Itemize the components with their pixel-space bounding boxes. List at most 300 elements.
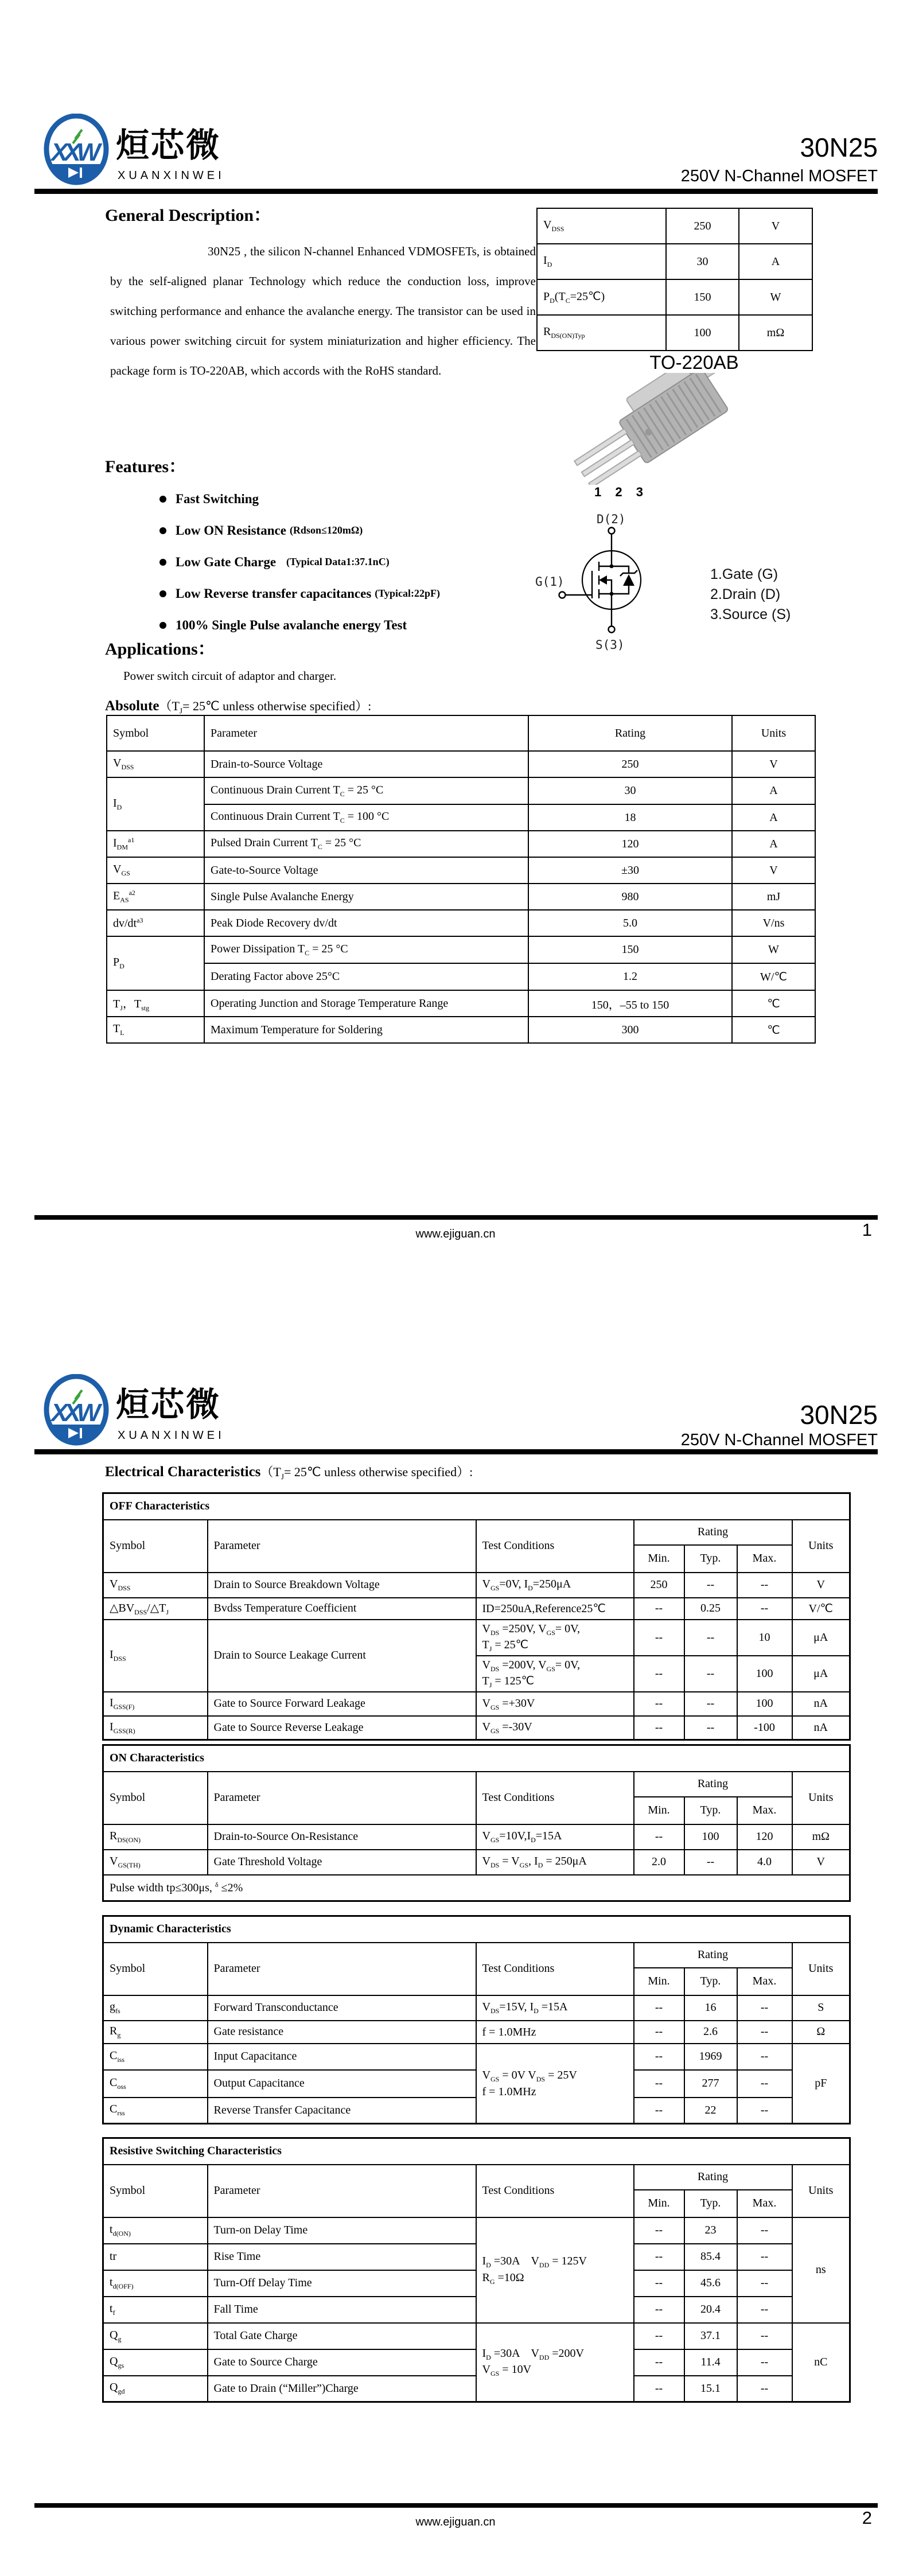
- table-cell: nA: [792, 1716, 850, 1740]
- table-cell: ON Characteristics: [103, 1745, 850, 1772]
- device-subtitle: 250V N-Channel MOSFET: [680, 167, 878, 185]
- table-cell: $I_{GSS(R)}$: [103, 1716, 208, 1740]
- feature-item: [159, 578, 561, 609]
- footer-rule: [34, 1215, 878, 1220]
- electrical-characteristics-title: [105, 1462, 473, 1481]
- table-cell: 22: [684, 2098, 737, 2124]
- table-cell: 980: [528, 884, 732, 910]
- table-row: [537, 279, 812, 315]
- table-cell: 100: [666, 315, 739, 351]
- table-cell: $V_{GS}$: [107, 857, 204, 884]
- table-cell: $R_{DS(ON)Typ}$: [537, 315, 666, 351]
- table-cell: --: [684, 1620, 737, 1656]
- table-cell: A: [732, 804, 815, 831]
- table-cell: --: [737, 1598, 792, 1620]
- table-cell: Rating: [634, 1520, 792, 1545]
- general-description-body: 30N25 , the silicon N-channel Enhanced VDMOSFETs, is obtained by the self-aligned planar Technology which reduce the conduction loss, improve switching performance and enhance the avalanche energy. The transistor can be used in various power switching circuit for system miniaturization and higher efficiency. The package form is TO-220AB, which accords with the RoHS standard.: [110, 244, 536, 378]
- footer-url: www.ejiguan.cn: [415, 2516, 496, 2528]
- table-cell: $E_{AS}^{a2}$: [107, 884, 204, 910]
- table-cell: Resistive Switching Characteristics: [103, 2138, 850, 2165]
- part-number: 30N25: [800, 133, 878, 162]
- feature-item: [159, 515, 561, 546]
- table-row: [103, 1716, 850, 1740]
- table-row: [103, 1824, 850, 1850]
- table-cell: μA: [792, 1656, 850, 1692]
- gate-pin-label: G(1): [535, 575, 564, 589]
- table-row: [103, 1493, 850, 1520]
- table-row: [107, 990, 815, 1017]
- table-cell: V: [739, 208, 812, 244]
- table-cell: Drain to Source Breakdown Voltage: [208, 1573, 476, 1598]
- bullet-icon: [159, 496, 166, 503]
- table-cell: $I_{DSS}$: [103, 1620, 208, 1692]
- table-cell: --: [634, 2044, 684, 2070]
- table-cell: 85.4: [684, 2244, 737, 2270]
- table-cell: --: [634, 1620, 684, 1656]
- table-cell: V: [792, 1573, 850, 1598]
- table-cell: 5.0: [528, 910, 732, 936]
- electrical-title-rest: （$T_J=$ 25℃ unless otherwise specified）:: [260, 1465, 473, 1481]
- table-cell: --: [684, 1692, 737, 1716]
- svg-text:XXW: XXW: [51, 1399, 97, 1427]
- table-row: [537, 244, 812, 279]
- table-cell: Min.: [634, 1797, 684, 1824]
- table-cell: Derating Factor above 25°C: [204, 963, 528, 990]
- table-row: [107, 884, 815, 910]
- feature-note: (Typical:22pF): [375, 587, 440, 599]
- table-cell: 11.4: [684, 2349, 737, 2376]
- table-cell: 250: [634, 1573, 684, 1598]
- page-2: [0, 1288, 911, 2576]
- table-cell: Typ.: [684, 1797, 737, 1824]
- general-description-title: General Description：: [105, 206, 271, 225]
- table-row: [103, 2138, 850, 2165]
- table-cell: Maximum Temperature for Soldering: [204, 1017, 528, 1043]
- table-row: [103, 1995, 850, 2021]
- page-number: 1: [862, 1220, 872, 1240]
- absolute-ratings-table: [106, 715, 816, 1044]
- absolute-title-rest: （$T_J=$ 25℃ unless otherwise specified）:: [159, 699, 372, 715]
- table-cell: $Q_g$: [103, 2323, 208, 2349]
- table-row: [103, 1916, 850, 1943]
- table-cell: 150: [666, 279, 739, 315]
- table-cell: Drain-to-Source Voltage: [204, 751, 528, 777]
- table-cell: Input Capacitance: [208, 2044, 476, 2070]
- package-title: TO-220AB: [649, 352, 739, 373]
- table-cell: V/℃: [792, 1598, 850, 1620]
- table-row: [103, 2165, 850, 2190]
- table-cell: 30: [528, 777, 732, 804]
- table-cell: mΩ: [739, 315, 812, 351]
- table-cell: 250: [528, 751, 732, 777]
- table-row: [107, 751, 815, 777]
- table-cell: $R_g$: [103, 2021, 208, 2044]
- table-cell: S: [792, 1995, 850, 2021]
- table-cell: Symbol: [103, 1772, 208, 1824]
- table-cell: Peak Diode Recovery dv/dt: [204, 910, 528, 936]
- table-cell: Forward Transconductance: [208, 1995, 476, 2021]
- table-row: [107, 1017, 815, 1043]
- off-characteristics-table: [102, 1492, 851, 1741]
- table-cell: Rating: [634, 1943, 792, 1968]
- table-cell: --: [634, 2217, 684, 2244]
- table-cell: -100: [737, 1716, 792, 1740]
- table-row: [537, 315, 812, 351]
- features-list: [159, 483, 561, 641]
- bullet-icon: [159, 527, 166, 534]
- feature-text: Low Gate Charge: [176, 554, 277, 569]
- table-cell: ℃: [732, 1017, 815, 1043]
- drain-pin-label: D(2): [597, 512, 626, 526]
- table-row: [107, 804, 815, 831]
- table-row: [107, 963, 815, 990]
- table-cell: Rise Time: [208, 2244, 476, 2270]
- table-cell: --: [737, 2323, 792, 2349]
- table-cell: A: [732, 831, 815, 857]
- table-cell: 250: [666, 208, 739, 244]
- table-cell: $V_{DSS}$: [103, 1573, 208, 1598]
- table-cell: nA: [792, 1692, 850, 1716]
- brand-name-english: XUANXINWEI: [118, 169, 225, 182]
- table-row: [103, 1573, 850, 1598]
- table-cell: --: [737, 2244, 792, 2270]
- table-cell: Typ.: [684, 2190, 737, 2217]
- feature-text: Fast Switching: [176, 491, 259, 506]
- table-cell: ID=250uA,Reference25℃: [476, 1598, 634, 1620]
- table-cell: Parameter: [208, 1520, 476, 1573]
- table-cell: --: [634, 2297, 684, 2323]
- table-cell: $t_{d(ON)}$: [103, 2217, 208, 2244]
- table-cell: $V_{GS} =+30V$: [476, 1692, 634, 1716]
- table-cell: $I_{DM}^{a1}$: [107, 831, 204, 857]
- table-cell: $V_{DS} =200V$, $V_{GS}= 0V$, $T_J$ = 125℃: [476, 1656, 634, 1692]
- table-cell: --: [684, 1656, 737, 1692]
- feature-text: Low Reverse transfer capacitances: [176, 586, 372, 601]
- table-cell: $V_{DSS}$: [107, 751, 204, 777]
- feature-item: [159, 609, 561, 641]
- table-cell: --: [737, 2297, 792, 2323]
- table-cell: Gate to Source Charge: [208, 2349, 476, 2376]
- absolute-ratings-title: [105, 696, 371, 715]
- source-pin-label: S(3): [595, 638, 625, 652]
- table-row: [537, 208, 812, 244]
- table-cell: Min.: [634, 1968, 684, 1995]
- table-row: [103, 1692, 850, 1716]
- table-cell: $\triangle BV_{DSS}/\triangle T_J$: [103, 1598, 208, 1620]
- table-cell: V: [792, 1850, 850, 1875]
- table-cell: --: [684, 1573, 737, 1598]
- table-cell: nC: [792, 2323, 850, 2402]
- table-cell: --: [737, 2098, 792, 2124]
- table-cell: Units: [792, 1943, 850, 1995]
- pin-legend-gate: 1.Gate (G): [710, 566, 778, 582]
- table-cell: ns: [792, 2217, 850, 2323]
- table-row: [107, 857, 815, 884]
- table-cell: W/℃: [732, 963, 815, 990]
- table-cell: $I_D =30A$ $V_{DD} = 125V$ $R_G =10\Omega$: [476, 2217, 634, 2323]
- table-cell: Drain to Source Leakage Current: [208, 1620, 476, 1692]
- table-cell: Gate resistance: [208, 2021, 476, 2044]
- table-row: [103, 2044, 850, 2070]
- brand-logo-icon: [43, 114, 112, 187]
- device-subtitle: 250V N-Channel MOSFET: [680, 1431, 878, 1449]
- table-row: [103, 2217, 850, 2244]
- table-cell: $V_{DSS}$: [537, 208, 666, 244]
- table-row: [103, 1620, 850, 1656]
- table-cell: $T_L$: [107, 1017, 204, 1043]
- table-cell: Gate to Drain (“Miller”)Charge: [208, 2376, 476, 2402]
- table-cell: $V_{DS} =250V$, $V_{GS}= 0V$, $T_J$ = 25℃: [476, 1620, 634, 1656]
- table-cell: 16: [684, 1995, 737, 2021]
- table-row: [103, 1850, 850, 1875]
- table-cell: Continuous Drain Current $T_C = 100$ °C: [204, 804, 528, 831]
- table-cell: ℃: [732, 990, 815, 1017]
- table-cell: 2.0: [634, 1850, 684, 1875]
- table-cell: --: [737, 2376, 792, 2402]
- table-cell: Max.: [737, 2190, 792, 2217]
- part-number: 30N25: [800, 1400, 878, 1430]
- table-cell: Dynamic Characteristics: [103, 1916, 850, 1943]
- applications-title: Applications：: [105, 640, 215, 659]
- table-cell: --: [737, 2070, 792, 2098]
- table-cell: Bvdss Temperature Coefficient: [208, 1598, 476, 1620]
- table-cell: --: [634, 2323, 684, 2349]
- table-cell: --: [634, 2070, 684, 2098]
- table-cell: 150: [528, 936, 732, 963]
- table-cell: Ω: [792, 2021, 850, 2044]
- table-cell: Fall Time: [208, 2297, 476, 2323]
- page-number: 2: [862, 2508, 872, 2528]
- table-cell: --: [634, 1716, 684, 1740]
- table-cell: --: [684, 1850, 737, 1875]
- table-cell: $V_{GS(TH)}$: [103, 1850, 208, 1875]
- table-row: [103, 2021, 850, 2044]
- table-cell: --: [684, 1716, 737, 1740]
- table-row: [107, 936, 815, 963]
- table-cell: f = 1.0MHz: [476, 2021, 634, 2044]
- table-cell: W: [739, 279, 812, 315]
- table-row: [103, 1943, 850, 1968]
- table-cell: --: [634, 1598, 684, 1620]
- table-cell: Parameter: [204, 715, 528, 751]
- table-cell: V/ns: [732, 910, 815, 936]
- features-title: Features：: [105, 457, 186, 476]
- feature-note: (Typical Data1:37.1nC): [286, 556, 390, 567]
- table-cell: 277: [684, 2070, 737, 2098]
- table-row: [103, 1875, 850, 1901]
- table-cell: Units: [792, 2165, 850, 2217]
- table-cell: $V_{DS}=15V$, $I_D =15A$: [476, 1995, 634, 2021]
- table-cell: Typ.: [684, 1545, 737, 1573]
- table-cell: Max.: [737, 1968, 792, 1995]
- table-cell: 100: [737, 1656, 792, 1692]
- table-cell: $C_{oss}$: [103, 2070, 208, 2098]
- absolute-title-bold: Absolute: [105, 698, 159, 714]
- table-cell: Turn-on Delay Time: [208, 2217, 476, 2244]
- table-cell: A: [739, 244, 812, 279]
- table-cell: Symbol: [103, 1520, 208, 1573]
- table-cell: $g_{fs}$: [103, 1995, 208, 2021]
- table-cell: Power Dissipation $T_C = 25$ °C: [204, 936, 528, 963]
- table-cell: Output Capacitance: [208, 2070, 476, 2098]
- table-cell: 150，–55 to 150: [528, 990, 732, 1017]
- table-cell: Gate to Source Reverse Leakage: [208, 1716, 476, 1740]
- table-cell: 100: [684, 1824, 737, 1850]
- table-cell: Parameter: [208, 1772, 476, 1824]
- electrical-title-bold: Electrical Characteristics: [105, 1464, 261, 1480]
- header-rule: [34, 189, 878, 194]
- table-cell: Symbol: [107, 715, 204, 751]
- table-cell: --: [737, 2021, 792, 2044]
- table-cell: 100: [737, 1692, 792, 1716]
- table-cell: 30: [666, 244, 739, 279]
- table-cell: 20.4: [684, 2297, 737, 2323]
- table-cell: $P_D$: [107, 936, 204, 990]
- pin-legend: [710, 565, 791, 625]
- pin-legend-source: 3.Source (S): [710, 606, 791, 622]
- bullet-icon: [159, 590, 166, 597]
- footer-rule: [34, 2503, 878, 2508]
- table-cell: 2.6: [684, 2021, 737, 2044]
- table-cell: $V_{GS}=10V,I_D=15A$: [476, 1824, 634, 1850]
- table-cell: Gate-to-Source Voltage: [204, 857, 528, 884]
- brand-name-english: XUANXINWEI: [118, 1429, 225, 1442]
- table-cell: --: [634, 2098, 684, 2124]
- table-row: [107, 910, 815, 936]
- table-cell: Symbol: [103, 1943, 208, 1995]
- table-cell: --: [634, 1656, 684, 1692]
- table-cell: $I_D$: [107, 777, 204, 831]
- table-cell: $T_J$，$T_{stg}$: [107, 990, 204, 1017]
- table-cell: 1969: [684, 2044, 737, 2070]
- table-row: [103, 1520, 850, 1545]
- table-cell: Test Conditions: [476, 2165, 634, 2217]
- table-row: [103, 2323, 850, 2349]
- table-cell: 37.1: [684, 2323, 737, 2349]
- header-rule: [34, 1449, 878, 1454]
- table-cell: --: [737, 2349, 792, 2376]
- table-cell: --: [634, 2244, 684, 2270]
- table-cell: $V_{GS} = 0V$ $V_{DS} = 25V$ f = 1.0MHz: [476, 2044, 634, 2124]
- table-cell: --: [737, 1995, 792, 2021]
- bullet-icon: [159, 622, 166, 629]
- table-cell: A: [732, 777, 815, 804]
- table-cell: OFF Characteristics: [103, 1493, 850, 1520]
- table-cell: 120: [528, 831, 732, 857]
- table-cell: 1.2: [528, 963, 732, 990]
- table-cell: $I_{GSS(F)}$: [103, 1692, 208, 1716]
- applications-body: Power switch circuit of adaptor and charger.: [123, 669, 337, 683]
- table-cell: Symbol: [103, 2165, 208, 2217]
- table-cell: 23: [684, 2217, 737, 2244]
- table-cell: $V_{GS}=0V$, $I_D=250\mu A$: [476, 1573, 634, 1598]
- table-cell: $V_{GS} =-30V$: [476, 1716, 634, 1740]
- table-cell: 15.1: [684, 2376, 737, 2402]
- table-cell: Operating Junction and Storage Temperature Range: [204, 990, 528, 1017]
- svg-text:XXW: XXW: [51, 138, 97, 166]
- table-cell: Min.: [634, 1545, 684, 1573]
- table-cell: Typ.: [684, 1968, 737, 1995]
- table-cell: Single Pulse Avalanche Energy: [204, 884, 528, 910]
- table-cell: Units: [732, 715, 815, 751]
- table-cell: Total Gate Charge: [208, 2323, 476, 2349]
- table-row: [103, 1598, 850, 1620]
- feature-item: [159, 546, 561, 578]
- table-cell: μA: [792, 1620, 850, 1656]
- table-cell: Test Conditions: [476, 1520, 634, 1573]
- table-cell: Units: [792, 1772, 850, 1824]
- table-cell: Pulse width tp≤300μs, $^\delta$ ≤2%: [103, 1875, 850, 1901]
- table-cell: 0.25: [684, 1598, 737, 1620]
- table-cell: $Q_{gs}$: [103, 2349, 208, 2376]
- table-cell: Rating: [634, 1772, 792, 1797]
- table-cell: pF: [792, 2044, 850, 2124]
- table-cell: $C_{rss}$: [103, 2098, 208, 2124]
- table-cell: Min.: [634, 2190, 684, 2217]
- table-cell: 120: [737, 1824, 792, 1850]
- table-cell: $I_D$: [537, 244, 666, 279]
- table-cell: Max.: [737, 1797, 792, 1824]
- table-cell: W: [732, 936, 815, 963]
- key-parameters-table: [536, 208, 813, 351]
- table-cell: Gate to Source Forward Leakage: [208, 1692, 476, 1716]
- feature-note: (Rdson≤120mΩ): [289, 524, 363, 536]
- brand-logo-icon: [43, 1374, 112, 1447]
- table-cell: $Q_{gd}$: [103, 2376, 208, 2402]
- resistive-switching-characteristics-table: [102, 2137, 851, 2403]
- table-cell: Max.: [737, 1545, 792, 1573]
- brand-name-chinese: 烜芯微: [116, 1386, 221, 1423]
- pin-legend-drain: 2.Drain (D): [710, 586, 781, 602]
- table-cell: 18: [528, 804, 732, 831]
- table-cell: mΩ: [792, 1824, 850, 1850]
- table-cell: Turn-Off Delay Time: [208, 2270, 476, 2297]
- table-cell: Drain-to-Source On-Resistance: [208, 1824, 476, 1850]
- table-cell: V: [732, 751, 815, 777]
- feature-text: Low ON Resistance: [176, 523, 286, 538]
- table-cell: --: [737, 2270, 792, 2297]
- package-pin-numbers: 1 2 3: [594, 485, 648, 499]
- table-cell: $t_{d(OFF)}$: [103, 2270, 208, 2297]
- table-cell: $t_f$: [103, 2297, 208, 2323]
- table-cell: --: [737, 1573, 792, 1598]
- table-cell: 45.6: [684, 2270, 737, 2297]
- table-cell: Test Conditions: [476, 1943, 634, 1995]
- table-cell: --: [634, 2021, 684, 2044]
- table-cell: $V_{DS} = V_{GS}$, $I_D = 250\mu A$: [476, 1850, 634, 1875]
- footer-url: www.ejiguan.cn: [415, 1228, 496, 1240]
- table-cell: --: [737, 2044, 792, 2070]
- table-cell: --: [634, 1692, 684, 1716]
- table-cell: Parameter: [208, 2165, 476, 2217]
- table-cell: Pulsed Drain Current $T_C = 25$ °C: [204, 831, 528, 857]
- brand-name-chinese: 烜芯微: [116, 127, 221, 164]
- table-cell: 300: [528, 1017, 732, 1043]
- table-cell: $dv/dt^{a3}$: [107, 910, 204, 936]
- table-row: [103, 1772, 850, 1797]
- table-row: [103, 1745, 850, 1772]
- table-cell: Units: [792, 1520, 850, 1573]
- table-cell: $I_D =30A$ $V_{DD} =200V$ $V_{GS} = 10V$: [476, 2323, 634, 2402]
- table-row: [107, 831, 815, 857]
- table-cell: --: [634, 2349, 684, 2376]
- table-cell: Test Conditions: [476, 1772, 634, 1824]
- table-cell: Gate Threshold Voltage: [208, 1850, 476, 1875]
- table-cell: Continuous Drain Current $T_C = 25$ °C: [204, 777, 528, 804]
- table-cell: Parameter: [208, 1943, 476, 1995]
- table-cell: --: [634, 1824, 684, 1850]
- table-cell: Rating: [528, 715, 732, 751]
